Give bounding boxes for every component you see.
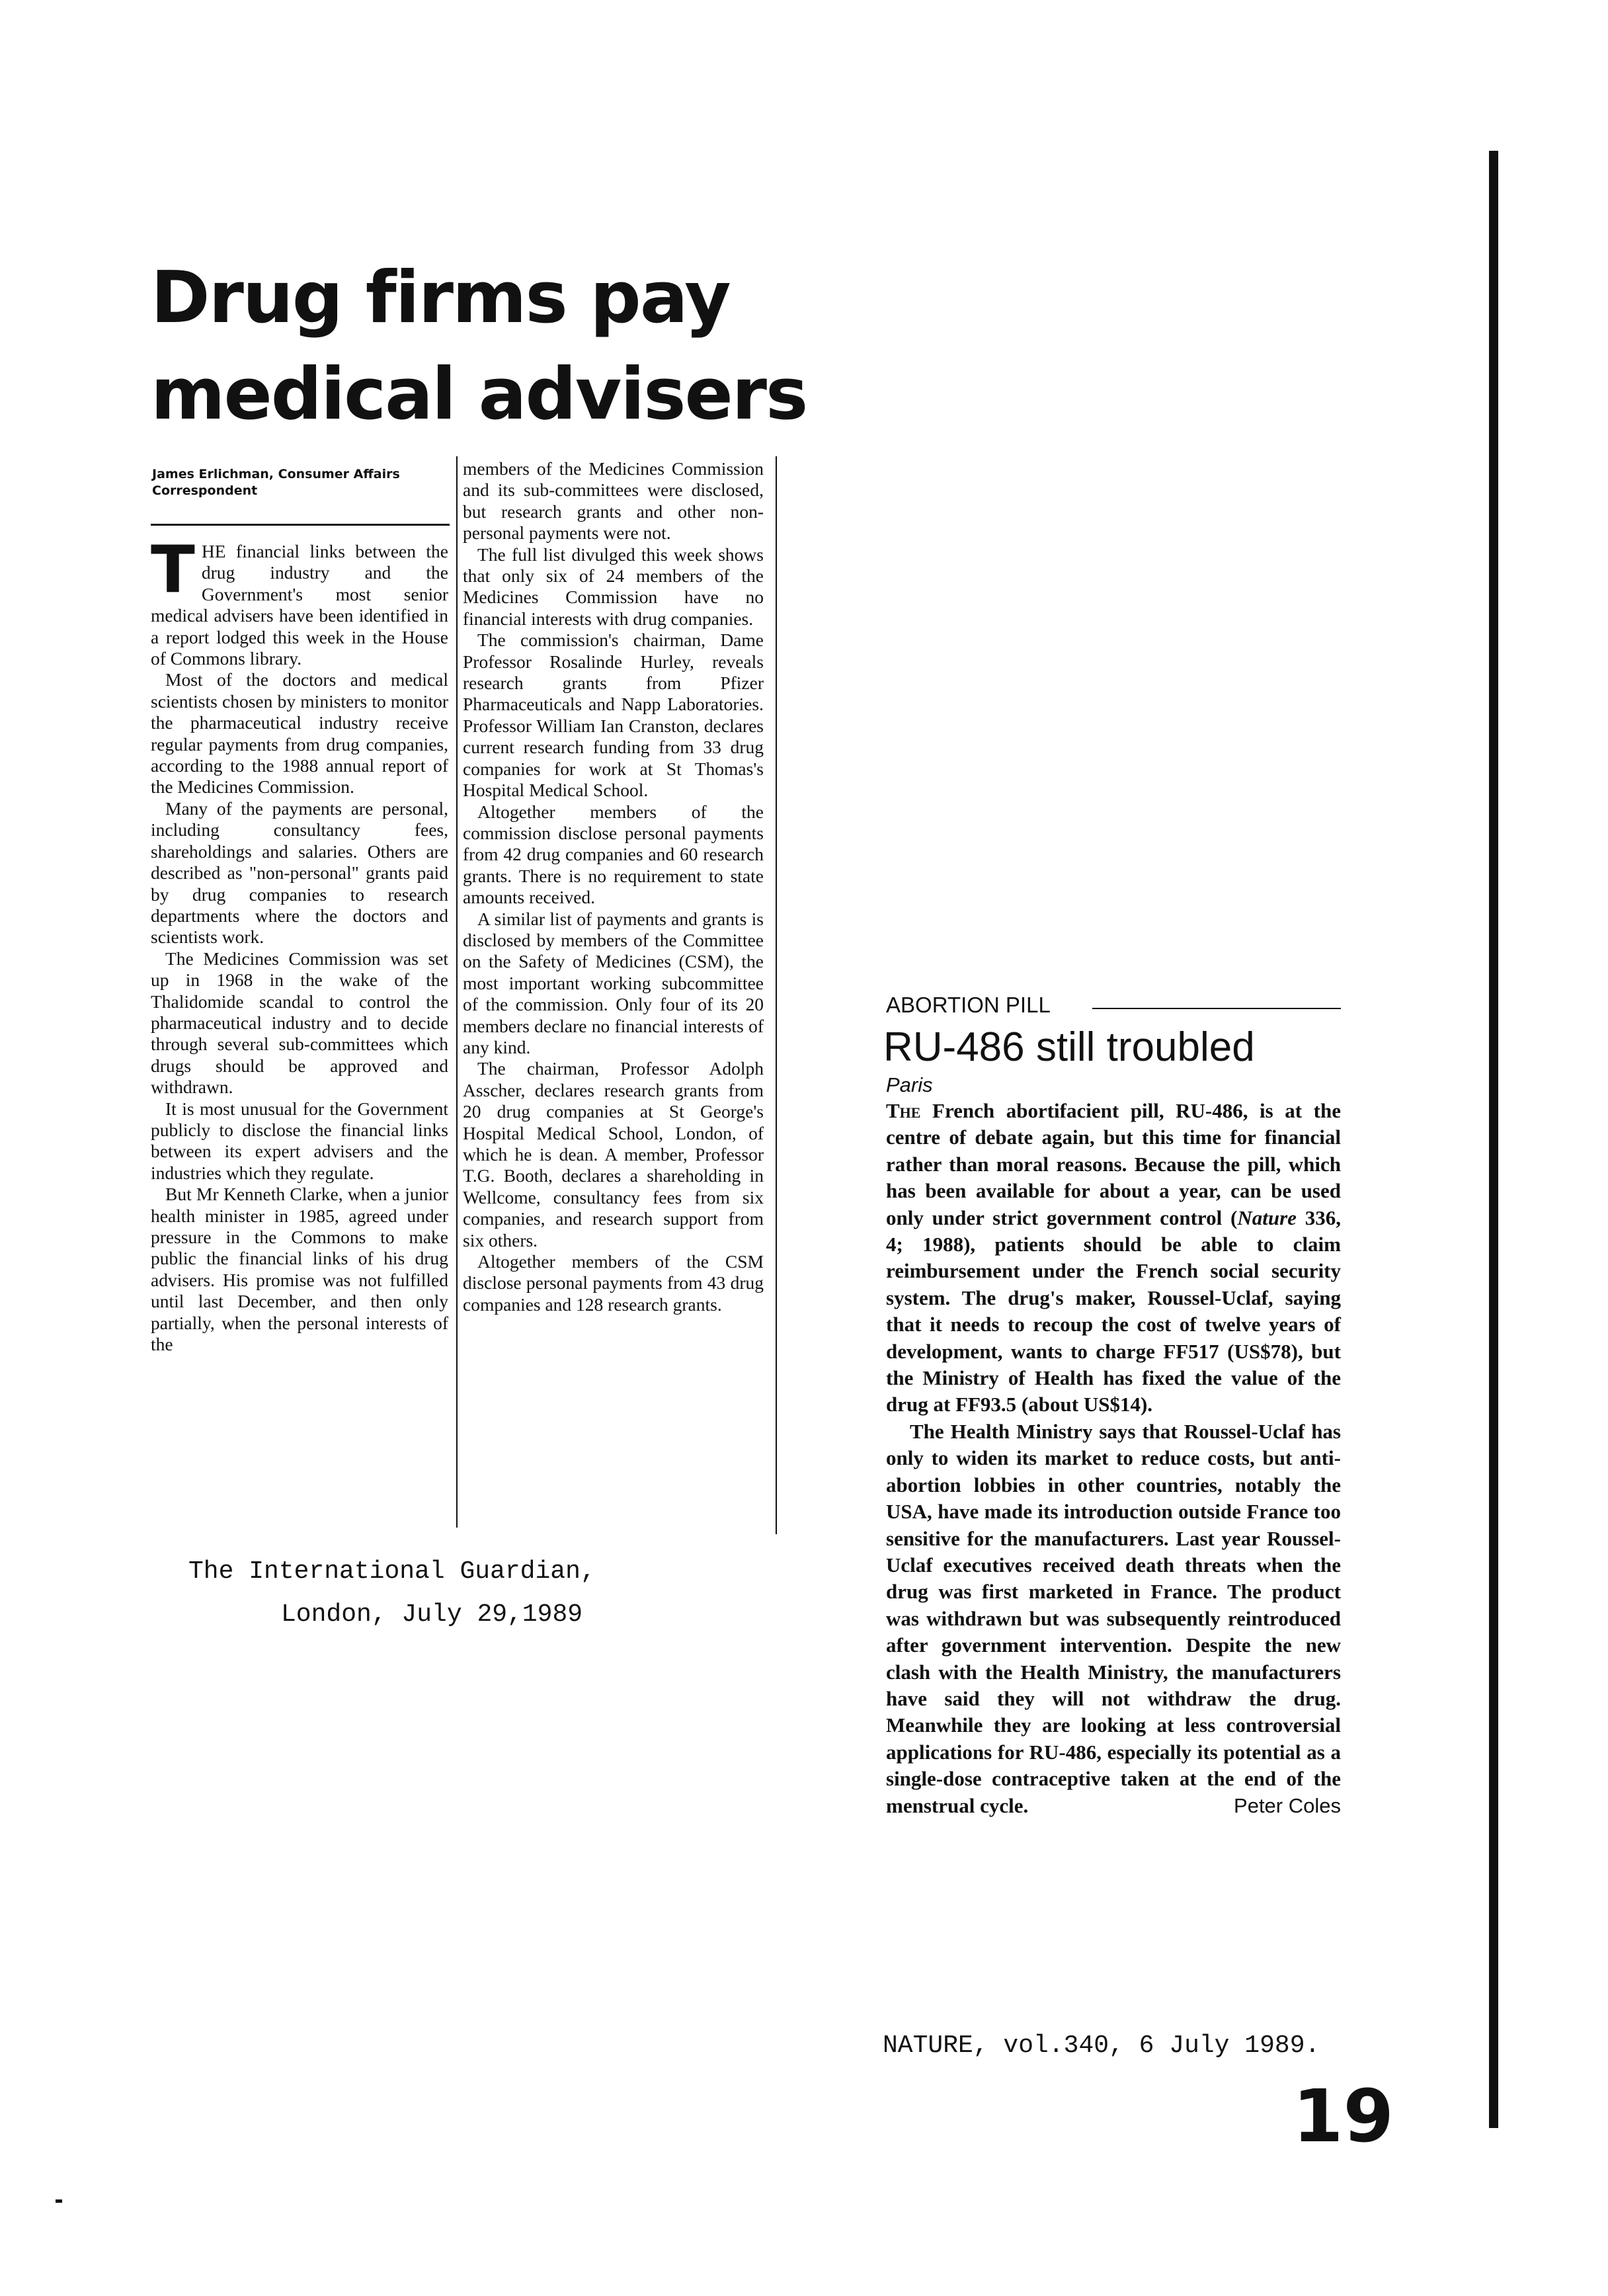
column-divider — [456, 456, 458, 1528]
paragraph: members of the Medicines Commission and its sub-committees were disclosed, but research grants and other non-personal payments were not. — [463, 458, 764, 544]
drop-cap: T — [151, 532, 195, 608]
article-column-1 — [151, 532, 448, 1355]
paragraph: The French abortifacient pill, RU-486, is at the centre of debate again, but this time for financial rather than moral reasons. Because the pill, which has been available for about a year, can be used only under strict government control (Nature 336, 4; 1988), patients should be able to claim reimbursement under the French social security system. The drug's maker, Roussel-Uclaf, saying that it needs to recoup the cost of twelve years of development, wants to charge FF517 (US$78), but the Ministry of Health has fixed the value of the drug at FF93.5 (about US$14). — [886, 1099, 1341, 1416]
paragraph: The Medicines Commission was set up in 1968 in the wake of the Thalidomide scandal to control the pharmaceutical industry and to decide through several sub-committees which drugs should be approved and withdrawn. — [151, 948, 448, 1098]
journal-name: Nature — [1237, 1206, 1297, 1229]
lead-caps: The — [886, 1099, 921, 1122]
page-number: 19 — [1293, 2074, 1394, 2158]
scan-mark — [56, 2199, 62, 2203]
paragraph: A similar list of payments and grants is disclosed by members of the Committee on the Safety of Medicines (CSM), the most important working subcommittee of the commission. Only four of its 20 members declare no financial interests of any kind. — [463, 908, 764, 1057]
byline: James Erlichman, Consumer Affairs Correspondent — [152, 467, 400, 498]
paragraph: The Health Ministry says that Roussel-Uclaf has only to widen its market to reduce costs, but anti-abortion lobbies in other countries, notably the USA, have made its introduction outside France too sensitive for the manufacturers. Last year Roussel-Uclaf executives received death threats when the drug was first marketed in France. The product was withdrawn but was subsequently reintroduced after government intervention. Despite the new clash with the Health Ministry, the manufacturers have said they will not withdraw the drug. Meanwhile they are looking at less controversial applications for RU-486, especially its potential as a single-dose contraceptive taken at the end of the menstrual cycle. Peter Coles — [886, 1418, 1341, 1819]
source-note-line-2: London, July 29,1989 — [281, 1600, 583, 1629]
byline-rule — [151, 524, 450, 526]
paragraph: But Mr Kenneth Clarke, when a junior health minister in 1985, agreed under pressure in the Commons to make public the financial links of his drug advisers. His promise was not fulfilled until last December, and then only partially, when the personal interests of the — [151, 1184, 448, 1355]
paragraph: The chairman, Professor Adolph Asscher, declares research grants from 20 drug companies at St George's Hospital Medical School, London, of which he is dean. A member, Professor T.G. Booth, declares a shareholding in Wellcome, consultancy fees from six companies, and research support from six others. — [463, 1058, 764, 1250]
margin-bar — [1489, 151, 1498, 2128]
paragraph: The commission's chairman, Dame Professor Rosalinde Hurley, reveals research grants from Pfizer Pharmaceuticals and Napp Laboratories. Professor William Ian Cranston, declares current research funding from 33 drug companies for work at St Thomas's Hospital Medical School. — [463, 630, 764, 801]
paragraph: Many of the payments are personal, including consultancy fees, shareholdings and salaries. Others are described as "non-personal" grants paid by drug companies to research departments where the doctors and scientists work. — [151, 798, 448, 948]
source-note-nature: NATURE, vol.340, 6 July 1989. — [883, 2031, 1320, 2060]
column-end-rule — [776, 456, 777, 1534]
paragraph: Altogether members of the CSM disclose personal payments from 43 drug companies and 128 research grants. — [463, 1251, 764, 1315]
headline: Drug firms pay medical advisers — [151, 257, 807, 436]
author: Peter Coles — [1234, 1793, 1341, 1817]
paragraph: Altogether members of the commission disclose personal payments from 42 drug companies and 60 research grants. There is no requirement to state amounts received. — [463, 801, 764, 908]
paragraph: The full list divulged this week shows that only six of 24 members of the Medicines Commission have no financial interests with drug companies. — [463, 544, 764, 629]
article-title: RU-486 still troubled — [883, 1024, 1255, 1070]
paragraph: It is most unusual for the Government publicly to disclose the financial links between its expert advisers and the industries which they regulate. — [151, 1098, 448, 1183]
dateline: Paris — [886, 1073, 933, 1096]
paragraph: THE financial links between the drug industry and the Government's most senior medical advisers have been identified in a report lodged this week in the House of Commons library. — [151, 532, 448, 669]
article-body — [886, 1098, 1341, 1819]
section-rule — [1092, 1008, 1341, 1009]
article-column-2 — [463, 458, 764, 1315]
paragraph: Most of the doctors and medical scientists chosen by ministers to monitor the pharmaceutical industry receive regular payments from drug companies, according to the 1988 annual report of the Medicines Commission. — [151, 669, 448, 798]
source-note-line-1: The International Guardian, — [188, 1557, 596, 1586]
section-label: ABORTION PILL — [886, 993, 1051, 1017]
